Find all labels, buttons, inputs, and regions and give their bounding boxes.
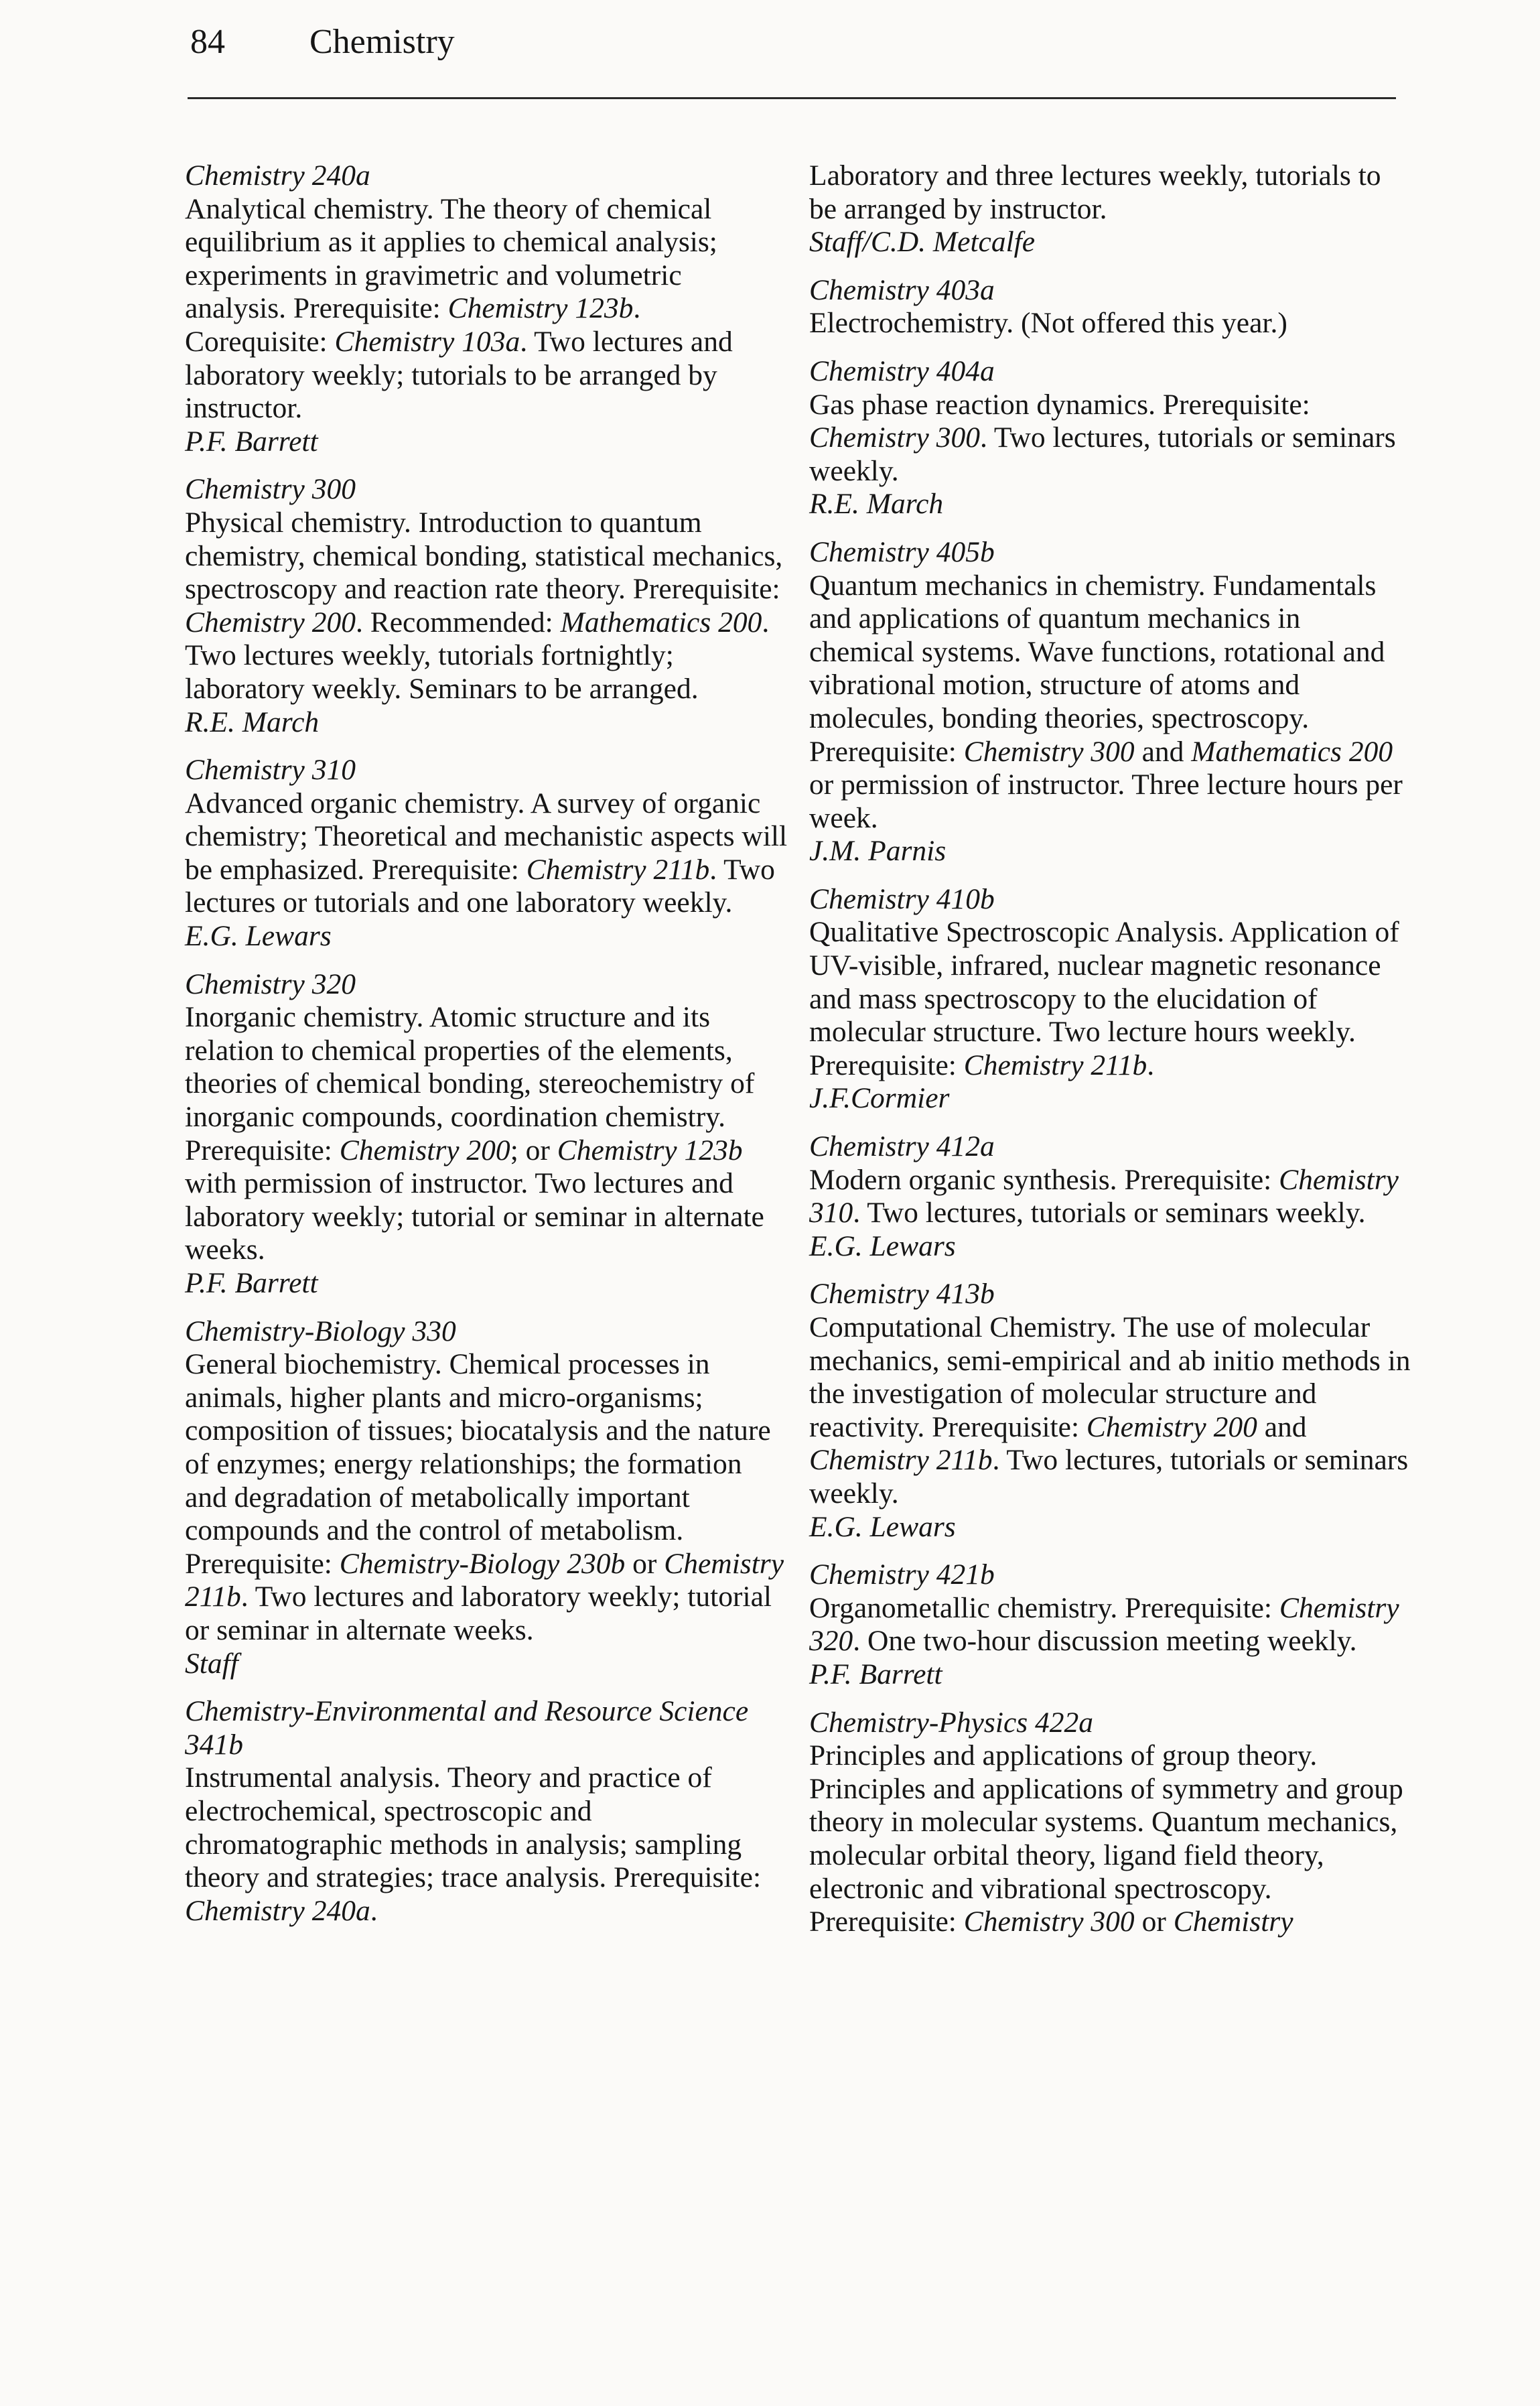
course-reference: Chemistry 123b bbox=[557, 1134, 743, 1166]
course-reference: Chemistry 103a bbox=[334, 325, 520, 358]
course-description bbox=[185, 1761, 788, 1928]
description-text: Modern organic synthesis. Prerequisite: bbox=[809, 1163, 1279, 1196]
course-reference: Mathematics 200 bbox=[1191, 735, 1393, 768]
instructor-name: Staff/C.D. Metcalfe bbox=[809, 226, 1036, 259]
instructor-name: R.E. March bbox=[809, 488, 944, 521]
description-text: . Two lectures, tutorials or seminars weekly. bbox=[809, 1444, 1409, 1510]
course-entry bbox=[809, 355, 1412, 521]
instructor-name: E.G. Lewars bbox=[809, 1229, 956, 1262]
course-description bbox=[185, 507, 788, 706]
course-description bbox=[809, 389, 1412, 488]
description-text: ; or bbox=[510, 1134, 557, 1166]
course-reference: Chemistry 200 bbox=[339, 1134, 510, 1166]
left-column bbox=[185, 159, 788, 1942]
course-code: Chemistry-Environmental and Resource Science 341b bbox=[185, 1695, 749, 1761]
description-text: or bbox=[1134, 1906, 1174, 1938]
course-reference: Chemistry 300 bbox=[963, 735, 1135, 768]
description-text: . Two lectures or tutorials and one laboratory weekly. bbox=[185, 853, 775, 919]
course-reference: Chemistry 200 bbox=[185, 606, 356, 639]
description-text: with permission of instructor. Two lectures and laboratory weekly; tutorial or seminar in alternate weeks. bbox=[185, 1167, 764, 1266]
instructor-name: P.F. Barrett bbox=[185, 1267, 318, 1299]
description-text: or permission of instructor. Three lecture hours per week. bbox=[809, 768, 1403, 834]
description-text: Principles and applications of group theory. Principles and applications of symmetry and group theory in molecular systems. Quantum mechanics, molecular orbital theory, ligand field theory, electronic and vibrational spectroscopy. Prerequisite: bbox=[809, 1739, 1403, 1938]
course-entry bbox=[185, 1695, 788, 1928]
course-code: Chemistry 404a bbox=[809, 354, 995, 387]
course-entry bbox=[809, 1707, 1412, 1939]
course-reference: Mathematics 200 bbox=[560, 606, 762, 639]
description-text: . Recommended: bbox=[355, 606, 561, 639]
description-text: . Two lectures and laboratory weekly; tutorials to be arranged by instructor. bbox=[185, 325, 733, 425]
course-reference: Chemistry 300 bbox=[809, 421, 980, 454]
course-code: Chemistry 240a bbox=[185, 159, 370, 192]
description-text: . Two lectures, tutorials or seminars weekly. bbox=[809, 421, 1396, 487]
page-header bbox=[190, 12, 1396, 72]
course-description bbox=[809, 1311, 1412, 1511]
course-description bbox=[809, 1592, 1412, 1658]
course-entry bbox=[809, 274, 1412, 340]
course-reference: Chemistry 310 bbox=[809, 1163, 1399, 1229]
course-code: Chemistry 412a bbox=[809, 1130, 995, 1163]
description-text: Quantum mechanics in chemistry. Fundamentals and applications of quantum mechanics in chemical systems. Wave functions, rotational and vibrational motion, structure of atoms and molecules, bonding theories, spectroscopy. Prerequisite: bbox=[809, 569, 1385, 768]
instructor-name: R.E. March bbox=[185, 706, 320, 738]
description-text: . Two lectures, tutorials or seminars weekly. bbox=[853, 1197, 1366, 1229]
course-entry bbox=[809, 536, 1412, 868]
description-text: Electrochemistry. (Not offered this year.) bbox=[809, 307, 1287, 340]
instructor-name: P.F. Barrett bbox=[809, 1658, 942, 1690]
description-text: Instrumental analysis. Theory and practice of electrochemical, spectroscopic and chromatographic methods in analysis; sampling theory and strategies; trace analysis. Prerequisite: bbox=[185, 1761, 762, 1894]
description-text: . Corequisite: bbox=[185, 292, 641, 358]
course-reference: Chemistry 320 bbox=[809, 1591, 1399, 1658]
description-text: Analytical chemistry. The theory of chemical equilibrium as it applies to chemical analysis; experiments in gravimetric and volumetric analysis. Prerequisite: bbox=[185, 192, 717, 325]
course-code: Chemistry 300 bbox=[185, 473, 356, 506]
course-code: Chemistry 421b bbox=[809, 1558, 995, 1591]
description-text: . bbox=[1147, 1049, 1155, 1081]
course-code: Chemistry-Biology 330 bbox=[185, 1315, 456, 1347]
course-entry bbox=[185, 754, 788, 953]
description-text: or bbox=[625, 1547, 664, 1580]
instructor-name: J.M. Parnis bbox=[809, 835, 947, 868]
course-reference: Chemistry bbox=[1173, 1906, 1293, 1938]
course-code: Chemistry 410b bbox=[809, 882, 995, 915]
course-code: Chemistry 403a bbox=[809, 273, 995, 306]
course-description bbox=[185, 787, 788, 920]
course-entry bbox=[185, 1315, 788, 1681]
course-description bbox=[185, 1348, 788, 1647]
course-entry bbox=[185, 968, 788, 1300]
right-column bbox=[809, 159, 1412, 1954]
course-description bbox=[809, 570, 1412, 836]
description-text: and bbox=[1257, 1410, 1307, 1443]
course-description bbox=[809, 159, 1412, 226]
description-text: . One two-hour discussion meeting weekly. bbox=[853, 1625, 1357, 1658]
course-description bbox=[809, 307, 1412, 340]
description-text: and bbox=[1134, 735, 1192, 768]
instructor-name: P.F. Barrett bbox=[185, 425, 318, 458]
course-description bbox=[809, 1739, 1412, 1939]
course-entry bbox=[809, 1130, 1412, 1263]
description-text: Gas phase reaction dynamics. Prerequisite: bbox=[809, 388, 1310, 421]
description-text: . bbox=[370, 1894, 378, 1927]
course-reference: Chemistry 211b bbox=[185, 1547, 784, 1613]
description-text: Organometallic chemistry. Prerequisite: bbox=[809, 1591, 1279, 1624]
description-text: Qualitative Spectroscopic Analysis. Application of UV-visible, infrared, nuclear magnetic resonance and mass spectroscopy to the elucidation of molecular structure. Two lecture hours weekly. Prerequisite: bbox=[809, 916, 1399, 1081]
description-text: Physical chemistry. Introduction to quantum chemistry, chemical bonding, statistical mechanics, spectroscopy and reaction rate theory. Prerequisite: bbox=[185, 506, 783, 606]
course-reference: Chemistry-Biology 230b bbox=[339, 1547, 626, 1580]
course-reference: Chemistry 211b bbox=[963, 1049, 1147, 1081]
course-description bbox=[185, 193, 788, 425]
course-entry bbox=[809, 1558, 1412, 1691]
course-reference: Chemistry 211b bbox=[526, 853, 710, 886]
course-reference: Chemistry 211b bbox=[809, 1444, 993, 1477]
course-entry bbox=[809, 883, 1412, 1116]
course-code: Chemistry 310 bbox=[185, 754, 356, 787]
course-code: Chemistry 320 bbox=[185, 967, 356, 1000]
description-text: Computational Chemistry. The use of molecular mechanics, semi-empirical and ab initio methods in the investigation of molecular structure and reactivity. Prerequisite: bbox=[809, 1311, 1411, 1443]
course-code: Chemistry 413b bbox=[809, 1278, 995, 1311]
course-reference: Chemistry 123b bbox=[447, 292, 634, 325]
description-text: Inorganic chemistry. Atomic structure and its relation to chemical properties of the elements, theories of chemical bonding, stereochemistry of inorganic compounds, coordination chemistry. Prerequisite: bbox=[185, 1001, 755, 1166]
description-text: . Two lectures and laboratory weekly; tutorial or seminar in alternate weeks. bbox=[185, 1581, 772, 1646]
course-description bbox=[809, 916, 1412, 1082]
course-description bbox=[809, 1164, 1412, 1230]
description-text: General biochemistry. Chemical processes in animals, higher plants and micro-organisms; composition of tissues; biocatalysis and the nature of enzymes; energy relationships; the formation and degradation of metabolically important compounds and the control of metabolism. Prerequisite: bbox=[185, 1348, 771, 1580]
course-entry bbox=[809, 159, 1412, 259]
course-entry bbox=[185, 159, 788, 458]
instructor-name: E.G. Lewars bbox=[809, 1510, 956, 1543]
course-code: Chemistry-Physics 422a bbox=[809, 1706, 1094, 1739]
page-number: 84 bbox=[190, 23, 225, 61]
course-entry bbox=[185, 473, 788, 739]
course-code: Chemistry 405b bbox=[809, 535, 995, 568]
description-text: Advanced organic chemistry. A survey of organic chemistry; Theoretical and mechanistic aspects will be emphasized. Prerequisite: bbox=[185, 787, 788, 886]
course-description bbox=[185, 1001, 788, 1267]
course-reference: Chemistry 300 bbox=[963, 1906, 1135, 1938]
course-reference: Chemistry 240a bbox=[185, 1894, 370, 1927]
header-rule bbox=[188, 97, 1396, 99]
description-text: . Two lectures weekly, tutorials fortnightly; laboratory weekly. Seminars to be arranged. bbox=[185, 606, 770, 705]
running-title: Chemistry bbox=[309, 23, 455, 61]
description-text: Laboratory and three lectures weekly, tutorials to be arranged by instructor. bbox=[809, 159, 1381, 225]
instructor-name: J.F.Cormier bbox=[809, 1082, 950, 1115]
course-reference: Chemistry 200 bbox=[1086, 1410, 1257, 1443]
course-entry bbox=[809, 1278, 1412, 1544]
instructor-name: Staff bbox=[185, 1647, 238, 1680]
instructor-name: E.G. Lewars bbox=[185, 920, 332, 953]
